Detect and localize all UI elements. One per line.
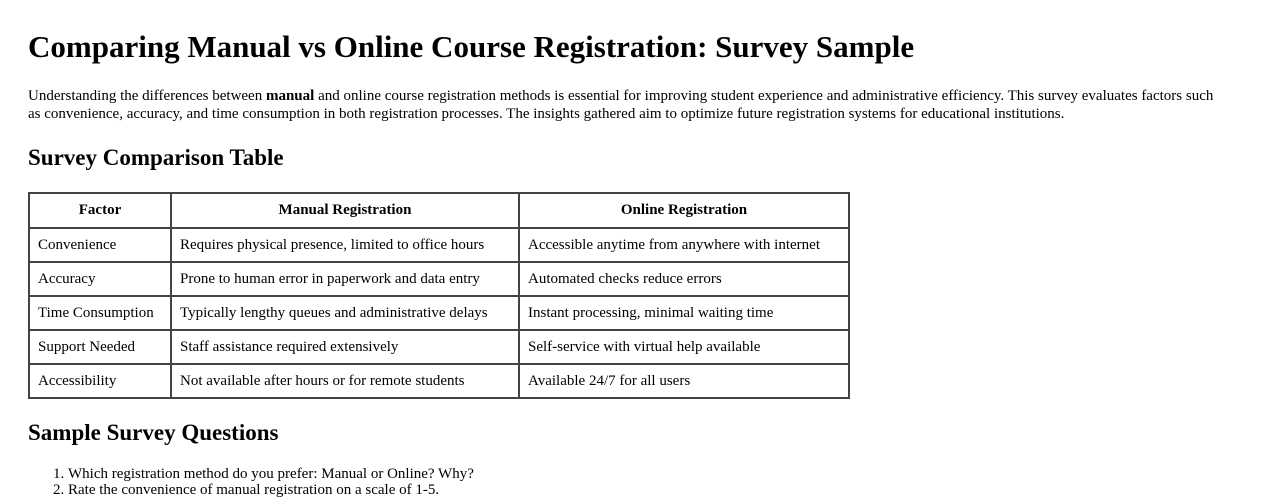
table-row [29, 296, 849, 330]
cell-factor: Convenience [29, 228, 171, 262]
cell-factor: Support Needed [29, 330, 171, 364]
table-header-row [29, 193, 849, 228]
page-container [0, 29, 1278, 498]
page-title: Comparing Manual vs Online Course Registration: Survey Sample [28, 29, 915, 64]
intro-text-start: Understanding the differences between [28, 88, 266, 104]
list-item: 1. Which registration method do you prefer: Manual or Online? Why? [68, 466, 1250, 482]
cell-online: Automated checks reduce errors [519, 262, 849, 296]
intro-bold-term: manual [265, 88, 315, 104]
column-header-online: Online Registration [519, 193, 849, 228]
survey-questions-list [28, 466, 1250, 498]
cell-factor: Accuracy [29, 262, 171, 296]
cell-manual: Not available after hours or for remote students [171, 364, 519, 398]
table-row [29, 330, 849, 364]
cell-online: Accessible anytime from anywhere with internet [519, 228, 849, 262]
comparison-table-heading: Survey Comparison Table [28, 145, 284, 170]
cell-factor: Time Consumption [29, 296, 171, 330]
survey-questions-heading: Sample Survey Questions [28, 420, 279, 445]
cell-online: Instant processing, minimal waiting time [519, 296, 849, 330]
cell-online: Available 24/7 for all users [519, 364, 849, 398]
cell-online: Self-service with virtual help available [519, 330, 849, 364]
column-header-factor: Factor [29, 193, 171, 228]
cell-manual: Prone to human error in paperwork and data entry [171, 262, 519, 296]
table-row [29, 364, 849, 398]
comparison-table [28, 192, 850, 399]
cell-manual: Staff assistance required extensively [171, 330, 519, 364]
cell-manual: Typically lengthy queues and administrative delays [171, 296, 519, 330]
table-row [29, 262, 849, 296]
cell-manual: Requires physical presence, limited to office hours [171, 228, 519, 262]
cell-factor: Accessibility [29, 364, 171, 398]
intro-text-end: and online course registration methods is essential for improving student experience and administrative efficiency. This survey evaluates factors such as convenience, accuracy, and time consumption in both registration processes. The insights gathered aim to optimize future registration systems for educational institutions. [28, 88, 1214, 122]
list-item: 2. Rate the convenience of manual registration on a scale of 1-5. [68, 482, 1250, 498]
column-header-manual: Manual Registration [171, 193, 519, 228]
table-row [29, 228, 849, 262]
intro-paragraph [28, 87, 1228, 123]
